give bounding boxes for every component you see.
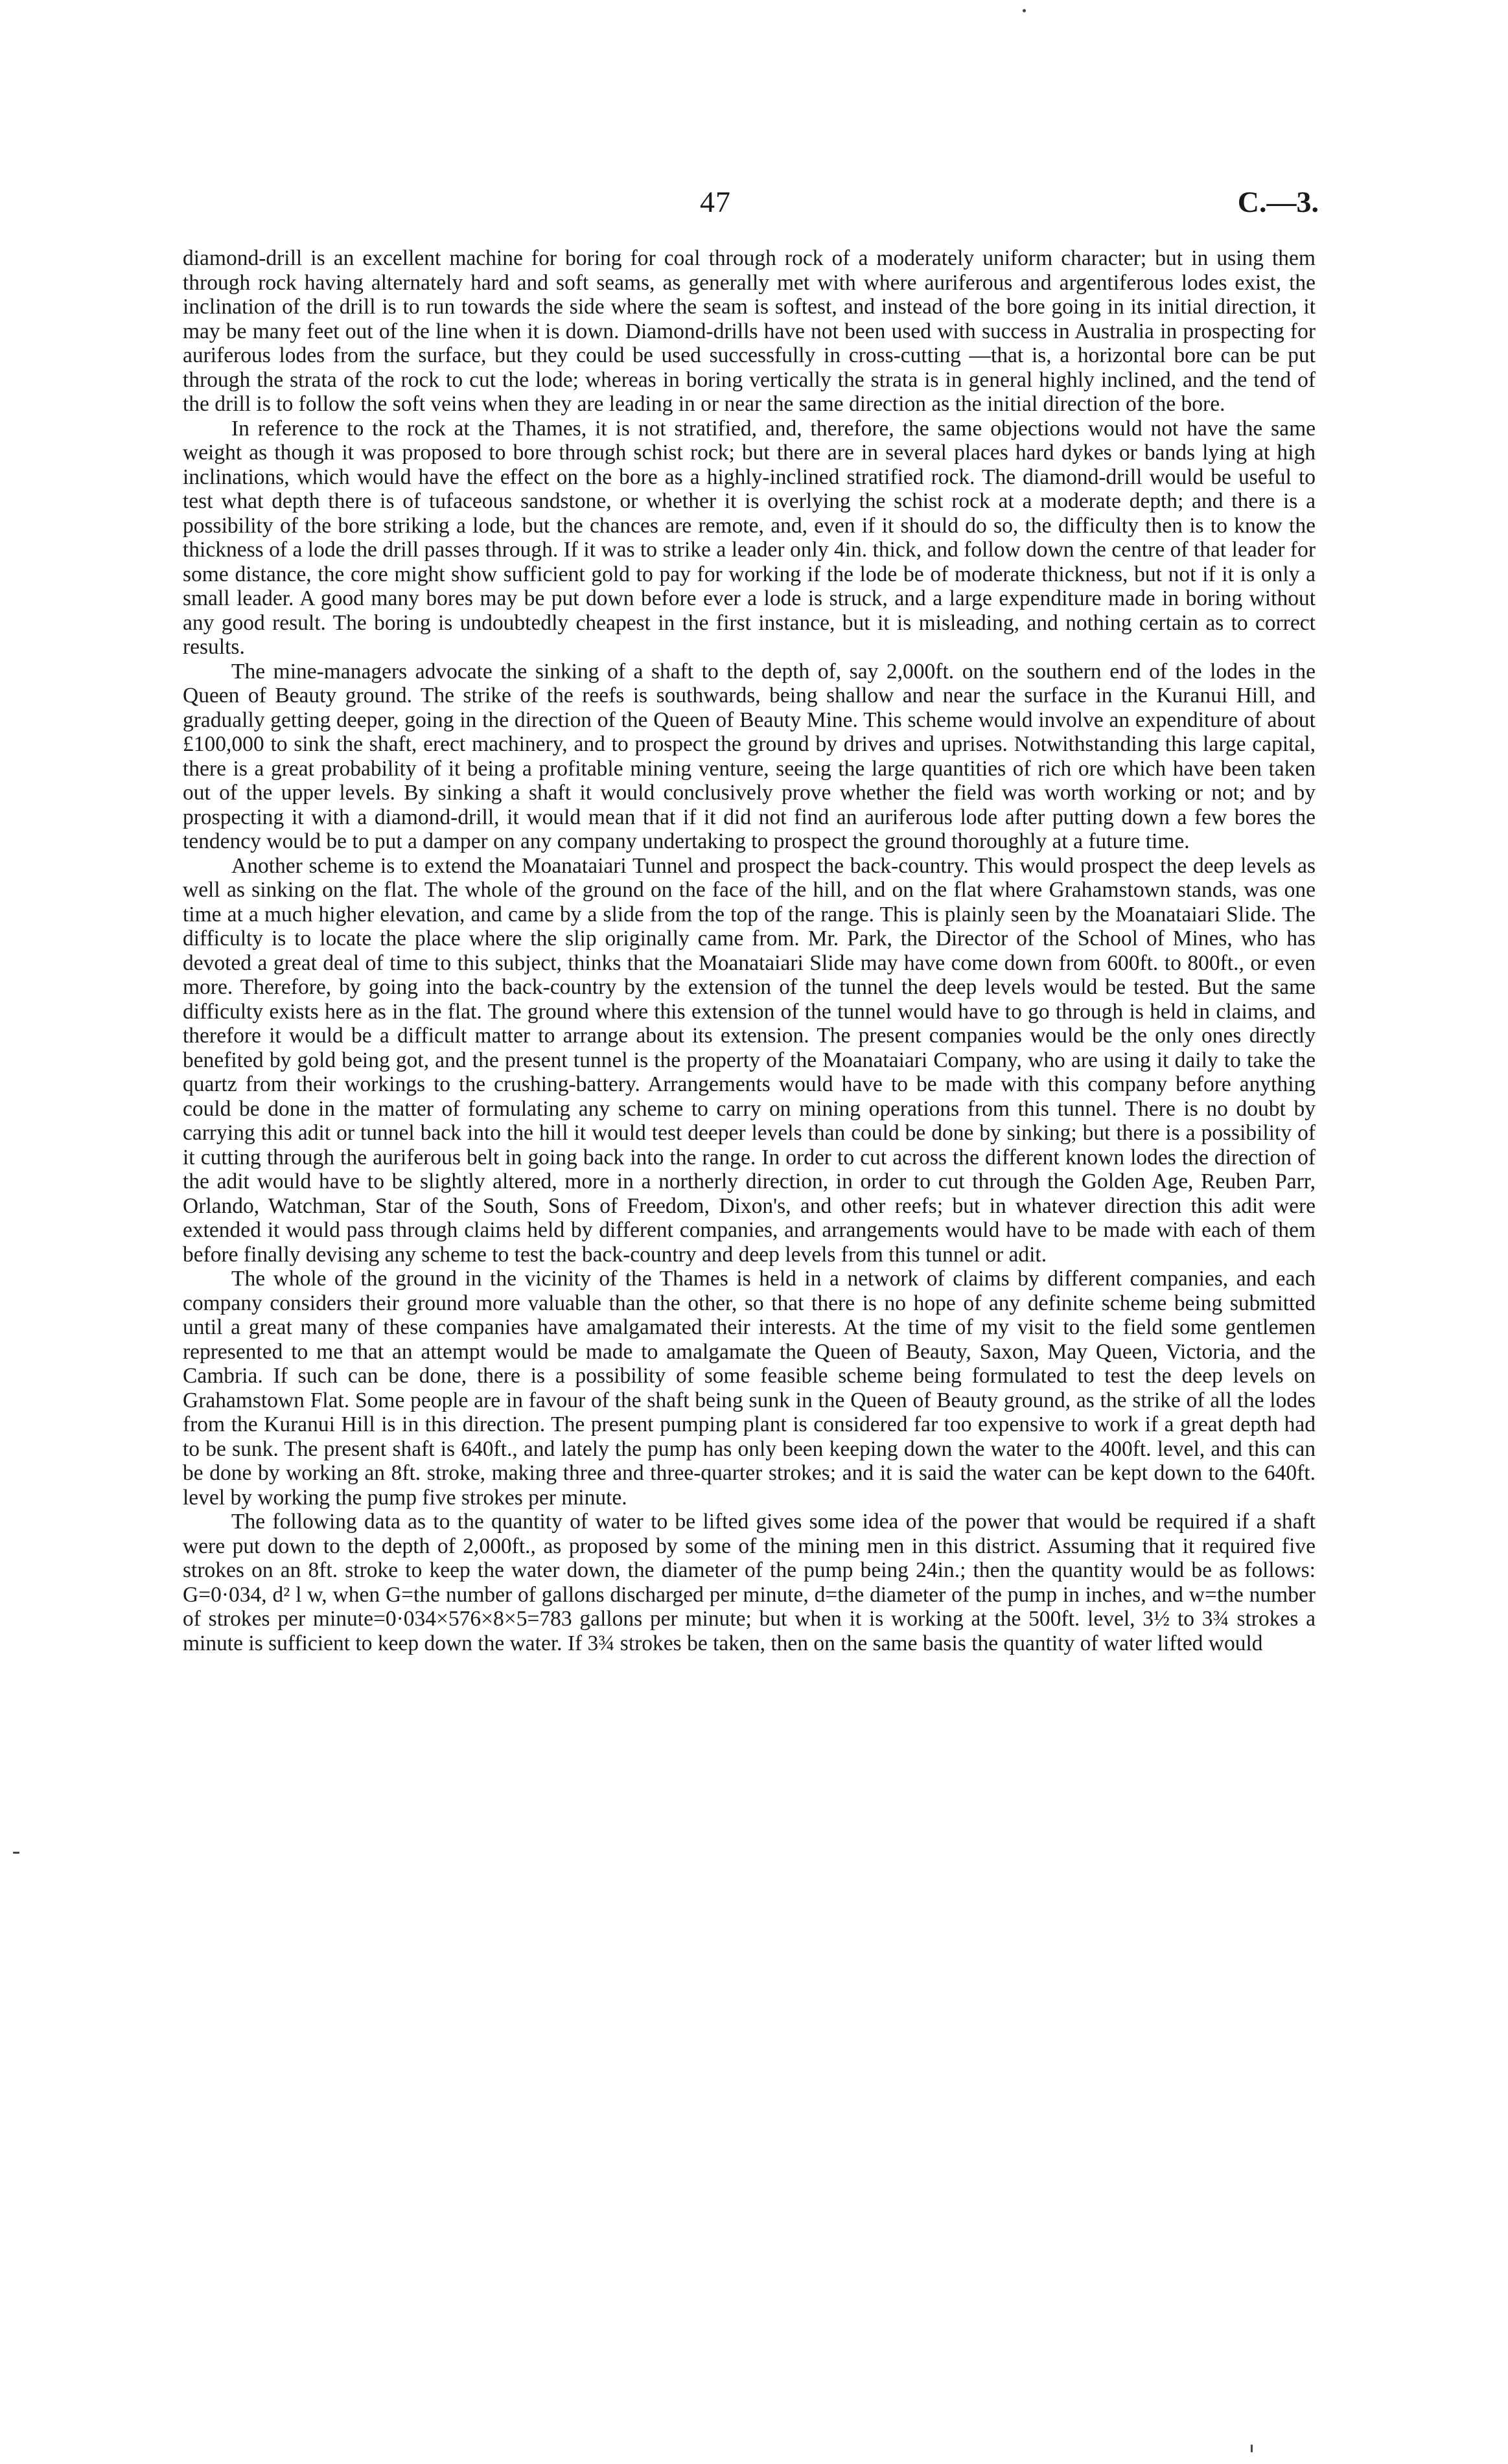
document-reference: C.—3. xyxy=(1237,185,1319,218)
paragraph-thames-rock: In reference to the rock at the Thames, it is not stratified, and, therefore, the same objections would not have the same weight as though it was proposed to bore through schist rock; but there are in several places hard dykes or bands lying at high inclinations, which would have the effect on the bore as a highly-inclined stratified rock. The diamond-drill would be useful to test what depth there is of tufaceous sandstone, or whether it is overlying the schist rock at a moderate depth; and there is a possibility of the bore striking a lode, but the chances are remote, and, even if it should do so, the difficulty then is to know the thickness of a lode the drill passes through. If it was to strike a leader only 4in. thick, and follow down the centre of that leader for some distance, the core might show sufficient gold to pay for working if the lode be of moderate thickness, but not if it is only a small leader. A good many bores may be put down before ever a lode is struck, and a large expenditure made in boring without any good result. The boring is undoubtedly cheapest in the first instance, but it is misleading, and nothing certain as to correct results. xyxy=(183,416,1316,659)
body-text xyxy=(183,246,1316,1655)
scan-mark xyxy=(13,1852,19,1854)
paragraph-shaft-scheme: The mine-managers advocate the sinking of a shaft to the depth of, say 2,000ft. on the southern end of the lodes in the Queen of Beauty ground. The strike of the reefs is southwards, being shallow and near the surface in the Kuranui Hill, and gradually getting deeper, going in the direction of the Queen of Beauty Mine. This scheme would involve an expenditure of about £100,000 to sink the shaft, erect machinery, and to prospect the ground by drives and uprises. Notwithstanding this large capital, there is a great probability of it being a profitable mining venture, seeing the large quantities of rich ore which have been taken out of the upper levels. By sinking a shaft it would conclusively prove whether the field was worth working or not; and by prospecting it with a diamond-drill, it would mean that if it did not find an auriferous lode after putting down a few bores the tendency would be to put a damper on any company undertaking to prospect the ground thoroughly at a future time. xyxy=(183,659,1316,853)
paragraph-water-data: The following data as to the quantity of water to be lifted gives some idea of the power that would be required if a shaft were put down to the depth of 2,000ft., as proposed by some of the mining men in this district. Assuming that it required five strokes on an 8ft. stroke to keep the water down, the diameter of the pump being 24in.; then the quantity would be as follows: G=0·034, d² l w, when G=the number of gallons discharged per minute, d=the diameter of the pump in inches, and w=the number of strokes per minute=0·034×576×8×5=783 gallons per minute; but when it is working at the 500ft. level, 3½ to 3¾ strokes a minute is sufficient to keep down the water. If 3¾ strokes be taken, then on the same basis the quantity of water lifted would xyxy=(183,1510,1316,1655)
paragraph-tunnel-scheme: Another scheme is to extend the Moanataiari Tunnel and prospect the back-country. This would prospect the deep levels as well as sinking on the flat. The whole of the ground on the face of the hill, and on the flat where Grahamstown stands, was one time at a much higher elevation, and came by a slide from the top of the range. This is plainly seen by the Moanataiari Slide. The difficulty is to locate the place where the slip originally came from. Mr. Park, the Director of the School of Mines, who has devoted a great deal of time to this subject, thinks that the Moanataiari Slide may have come down from 600ft. to 800ft., or even more. Therefore, by going into the back-country by the extension of the tunnel the deep levels would be tested. But the same difficulty exists here as in the flat. The ground where this extension of the tunnel would have to go through is held in claims, and therefore it would be a difficult matter to arrange about its extension. The present companies would be the only ones directly benefited by gold being got, and the present tunnel is the property of the Moanataiari Company, who are using it daily to take the quartz from their workings to the crushing-battery. Arrangements would have to be made with this company before anything could be done in the matter of formulating any scheme to carry on mining operations from this tunnel. There is no doubt by carrying this adit or tunnel back into the hill it would test deeper levels than could be done by sinking; but there is a possibility of it cutting through the auriferous belt in going back into the range. In order to cut across the different known lodes the direction of the adit would have to be slightly altered, more in a northerly direction, in order to cut through the Golden Age, Reuben Parr, Orlando, Watchman, Star of the South, Sons of Freedom, Dixon's, and other reefs; but in whatever direction this adit were extended it would pass through claims held by different companies, and arrangements would have to be made with each of them before finally devising any scheme to test the back-country and deep levels from this tunnel or adit. xyxy=(183,853,1316,1267)
page-number: 47 xyxy=(700,185,731,218)
page-header xyxy=(0,185,1508,224)
scan-mark xyxy=(1251,2445,1253,2452)
scan-speck xyxy=(1023,9,1026,12)
paragraph-claims-network: The whole of the ground in the vicinity of the Thames is held in a network of claims by different companies, and each company considers their ground more valuable than the other, so that there is no hope of any definite scheme being submitted until a great many of these companies have amalgamated their interests. At the time of my visit to the field some gentlemen represented to me that an attempt would be made to amalgamate the Queen of Beauty, Saxon, May Queen, Victoria, and the Cambria. If such can be done, there is a possibility of some feasible scheme being formulated to test the deep levels on Grahamstown Flat. Some people are in favour of the shaft being sunk in the Queen of Beauty ground, as the strike of all the lodes from the Kuranui Hill is in this direction. The present pumping plant is considered far too expensive to work if a great depth had to be sunk. The present shaft is 640ft., and lately the pump has only been keeping down the water to the 400ft. level, and this can be done by working an 8ft. stroke, making three and three-quarter strokes; and it is said the water can be kept down to the 640ft. level by working the pump five strokes per minute. xyxy=(183,1267,1316,1510)
paragraph-diamond-drill: diamond-drill is an excellent machine for boring for coal through rock of a moderately uniform character; but in using them through rock having alternately hard and soft seams, as generally met with where auriferous and argentiferous lodes exist, the inclination of the drill is to run towards the side where the seam is softest, and instead of the bore going in its initial direction, it may be many feet out of the line when it is down. Diamond-drills have not been used with success in Australia in prospecting for auriferous lodes from the surface, but they could be used successfully in cross-cutting —that is, a horizontal bore can be put through the strata of the rock to cut the lode; whereas in boring vertically the strata is in general highly inclined, and the tend of the drill is to follow the soft veins when they are leading in or near the same direction as the initial direction of the bore. xyxy=(183,246,1316,416)
